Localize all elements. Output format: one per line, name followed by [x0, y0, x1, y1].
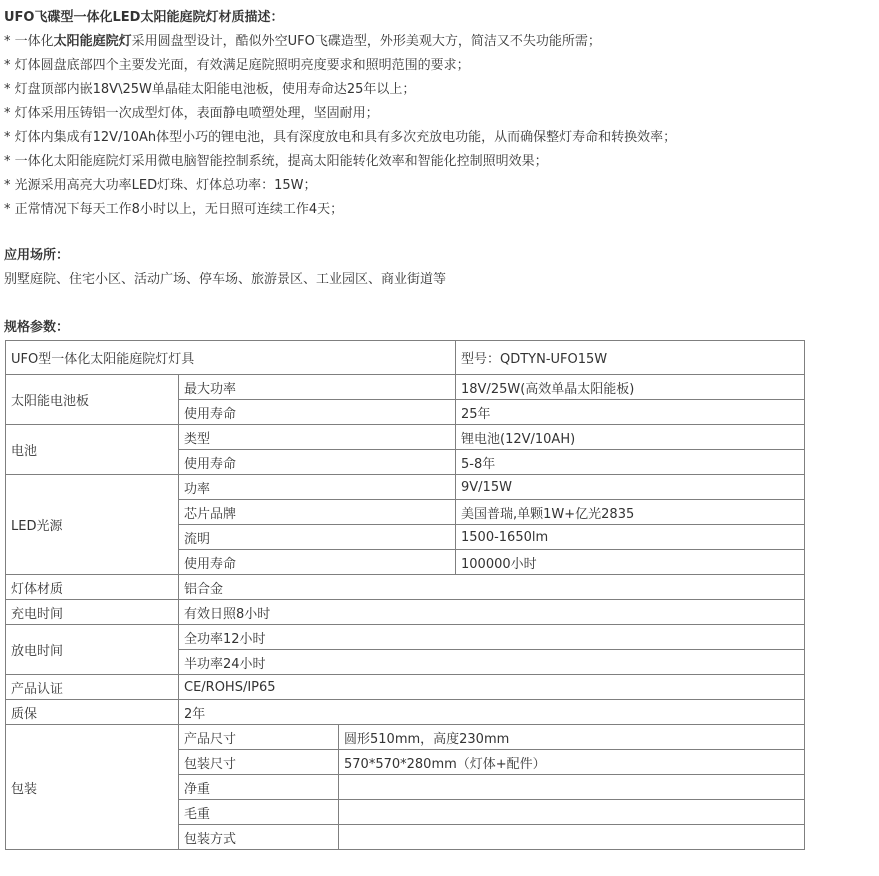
battery-life-value: 5-8年 — [456, 450, 805, 475]
panel-life-label: 使用寿命 — [179, 400, 456, 425]
warranty-label: 质保 — [6, 700, 179, 725]
half-power-value: 半功率24小时 — [179, 650, 805, 675]
product-size-label: 产品尺寸 — [179, 725, 339, 750]
description-line: * 灯体圆盘底部四个主要发光面，有效满足庭院照明亮度要求和照明范围的要求； — [4, 58, 470, 73]
battery-type-value: 锂电池(12V/10AH) — [456, 425, 805, 450]
certification-label: 产品认证 — [6, 675, 179, 700]
pack-method-value — [339, 825, 805, 850]
table-row — [6, 625, 805, 650]
charge-time-label: 充电时间 — [6, 600, 179, 625]
battery-label: 电池 — [6, 425, 179, 475]
max-power-value: 18V/25W(高效单晶太阳能板) — [456, 375, 805, 400]
net-weight-value — [339, 775, 805, 800]
description-line: * 灯体采用压铸铝一次成型灯体，表面静电喷塑处理，坚固耐用； — [4, 106, 379, 121]
table-row — [6, 600, 805, 625]
description-line: * 光源采用高亮大功率LED灯珠、灯体总功率：15W； — [4, 178, 317, 193]
packaging-label: 包装 — [6, 725, 179, 850]
charge-time-value: 有效日照8小时 — [179, 600, 805, 625]
applications-text: 别墅庭院、住宅小区、活动广场、停车场、旅游景区、工业园区、商业街道等 — [4, 272, 447, 287]
description-line: * 灯体内集成有12V/10Ah体型小巧的锂电池，具有深度放电和具有多次充放电功能，从而确保整灯寿命和转换效率； — [4, 130, 677, 145]
lumen-value: 1500-1650lm — [456, 525, 805, 550]
panel-life-value: 25年 — [456, 400, 805, 425]
solar-panel-label: 太阳能电池板 — [6, 375, 179, 425]
led-life-value: 100000小时 — [456, 550, 805, 575]
spec-table — [5, 340, 805, 850]
table-row — [6, 425, 805, 450]
led-power-value: 9V/15W — [456, 475, 805, 500]
gross-weight-value — [339, 800, 805, 825]
net-weight-label: 净重 — [179, 775, 339, 800]
description-line: * 一体化太阳能庭院灯采用微电脑智能控制系统，提高太阳能转化效率和智能化控制照明效果； — [4, 154, 548, 169]
lumen-label: 流明 — [179, 525, 456, 550]
led-label: LED光源 — [6, 475, 179, 575]
applications-title: 应用场所： — [4, 248, 70, 263]
material-value: 铝合金 — [179, 575, 805, 600]
description-line: * 正常情况下每天工作8小时以上，无日照可连续工作4天； — [4, 202, 344, 217]
discharge-time-label: 放电时间 — [6, 625, 179, 675]
battery-type-label: 类型 — [179, 425, 456, 450]
description-line-bold: 太阳能庭院灯 — [53, 34, 132, 49]
material-label: 灯体材质 — [6, 575, 179, 600]
specs-title: 规格参数： — [4, 320, 70, 335]
table-row — [6, 375, 805, 400]
chip-brand-label: 芯片品牌 — [179, 500, 456, 525]
table-row — [6, 725, 805, 750]
table-row — [6, 575, 805, 600]
description-line: * 灯盘顶部内嵌18V\25W单晶硅太阳能电池板，使用寿命达25年以上； — [4, 82, 416, 97]
led-power-label: 功率 — [179, 475, 456, 500]
table-row — [6, 341, 805, 375]
description-line-text: 采用圆盘型设计，酷似外空UFO飞碟造型，外形美观大方，简洁又不失功能所需； — [131, 34, 601, 49]
chip-brand-value: 美国普瑞,单颗1W+亿光2835 — [456, 500, 805, 525]
gross-weight-label: 毛重 — [179, 800, 339, 825]
pack-size-label: 包装尺寸 — [179, 750, 339, 775]
pack-method-label: 包装方式 — [179, 825, 339, 850]
pack-size-value: 570*570*280mm（灯体+配件） — [339, 750, 805, 775]
led-life-label: 使用寿命 — [179, 550, 456, 575]
certification-value: CE/ROHS/IP65 — [179, 675, 805, 700]
max-power-label: 最大功率 — [179, 375, 456, 400]
description-title: UFO飞碟型一体化LED太阳能庭院灯材质描述： — [4, 10, 284, 25]
table-row — [6, 675, 805, 700]
product-name-cell: UFO型一体化太阳能庭院灯灯具 — [6, 341, 456, 375]
description-line-text: * 一体化 — [4, 34, 54, 49]
model-cell: 型号：QDTYN-UFO15W — [456, 341, 805, 375]
warranty-value: 2年 — [179, 700, 805, 725]
product-size-value: 圆形510mm，高度230mm — [339, 725, 805, 750]
description-line — [4, 34, 601, 50]
battery-life-label: 使用寿命 — [179, 450, 456, 475]
full-power-value: 全功率12小时 — [179, 625, 805, 650]
table-row — [6, 700, 805, 725]
table-row — [6, 475, 805, 500]
